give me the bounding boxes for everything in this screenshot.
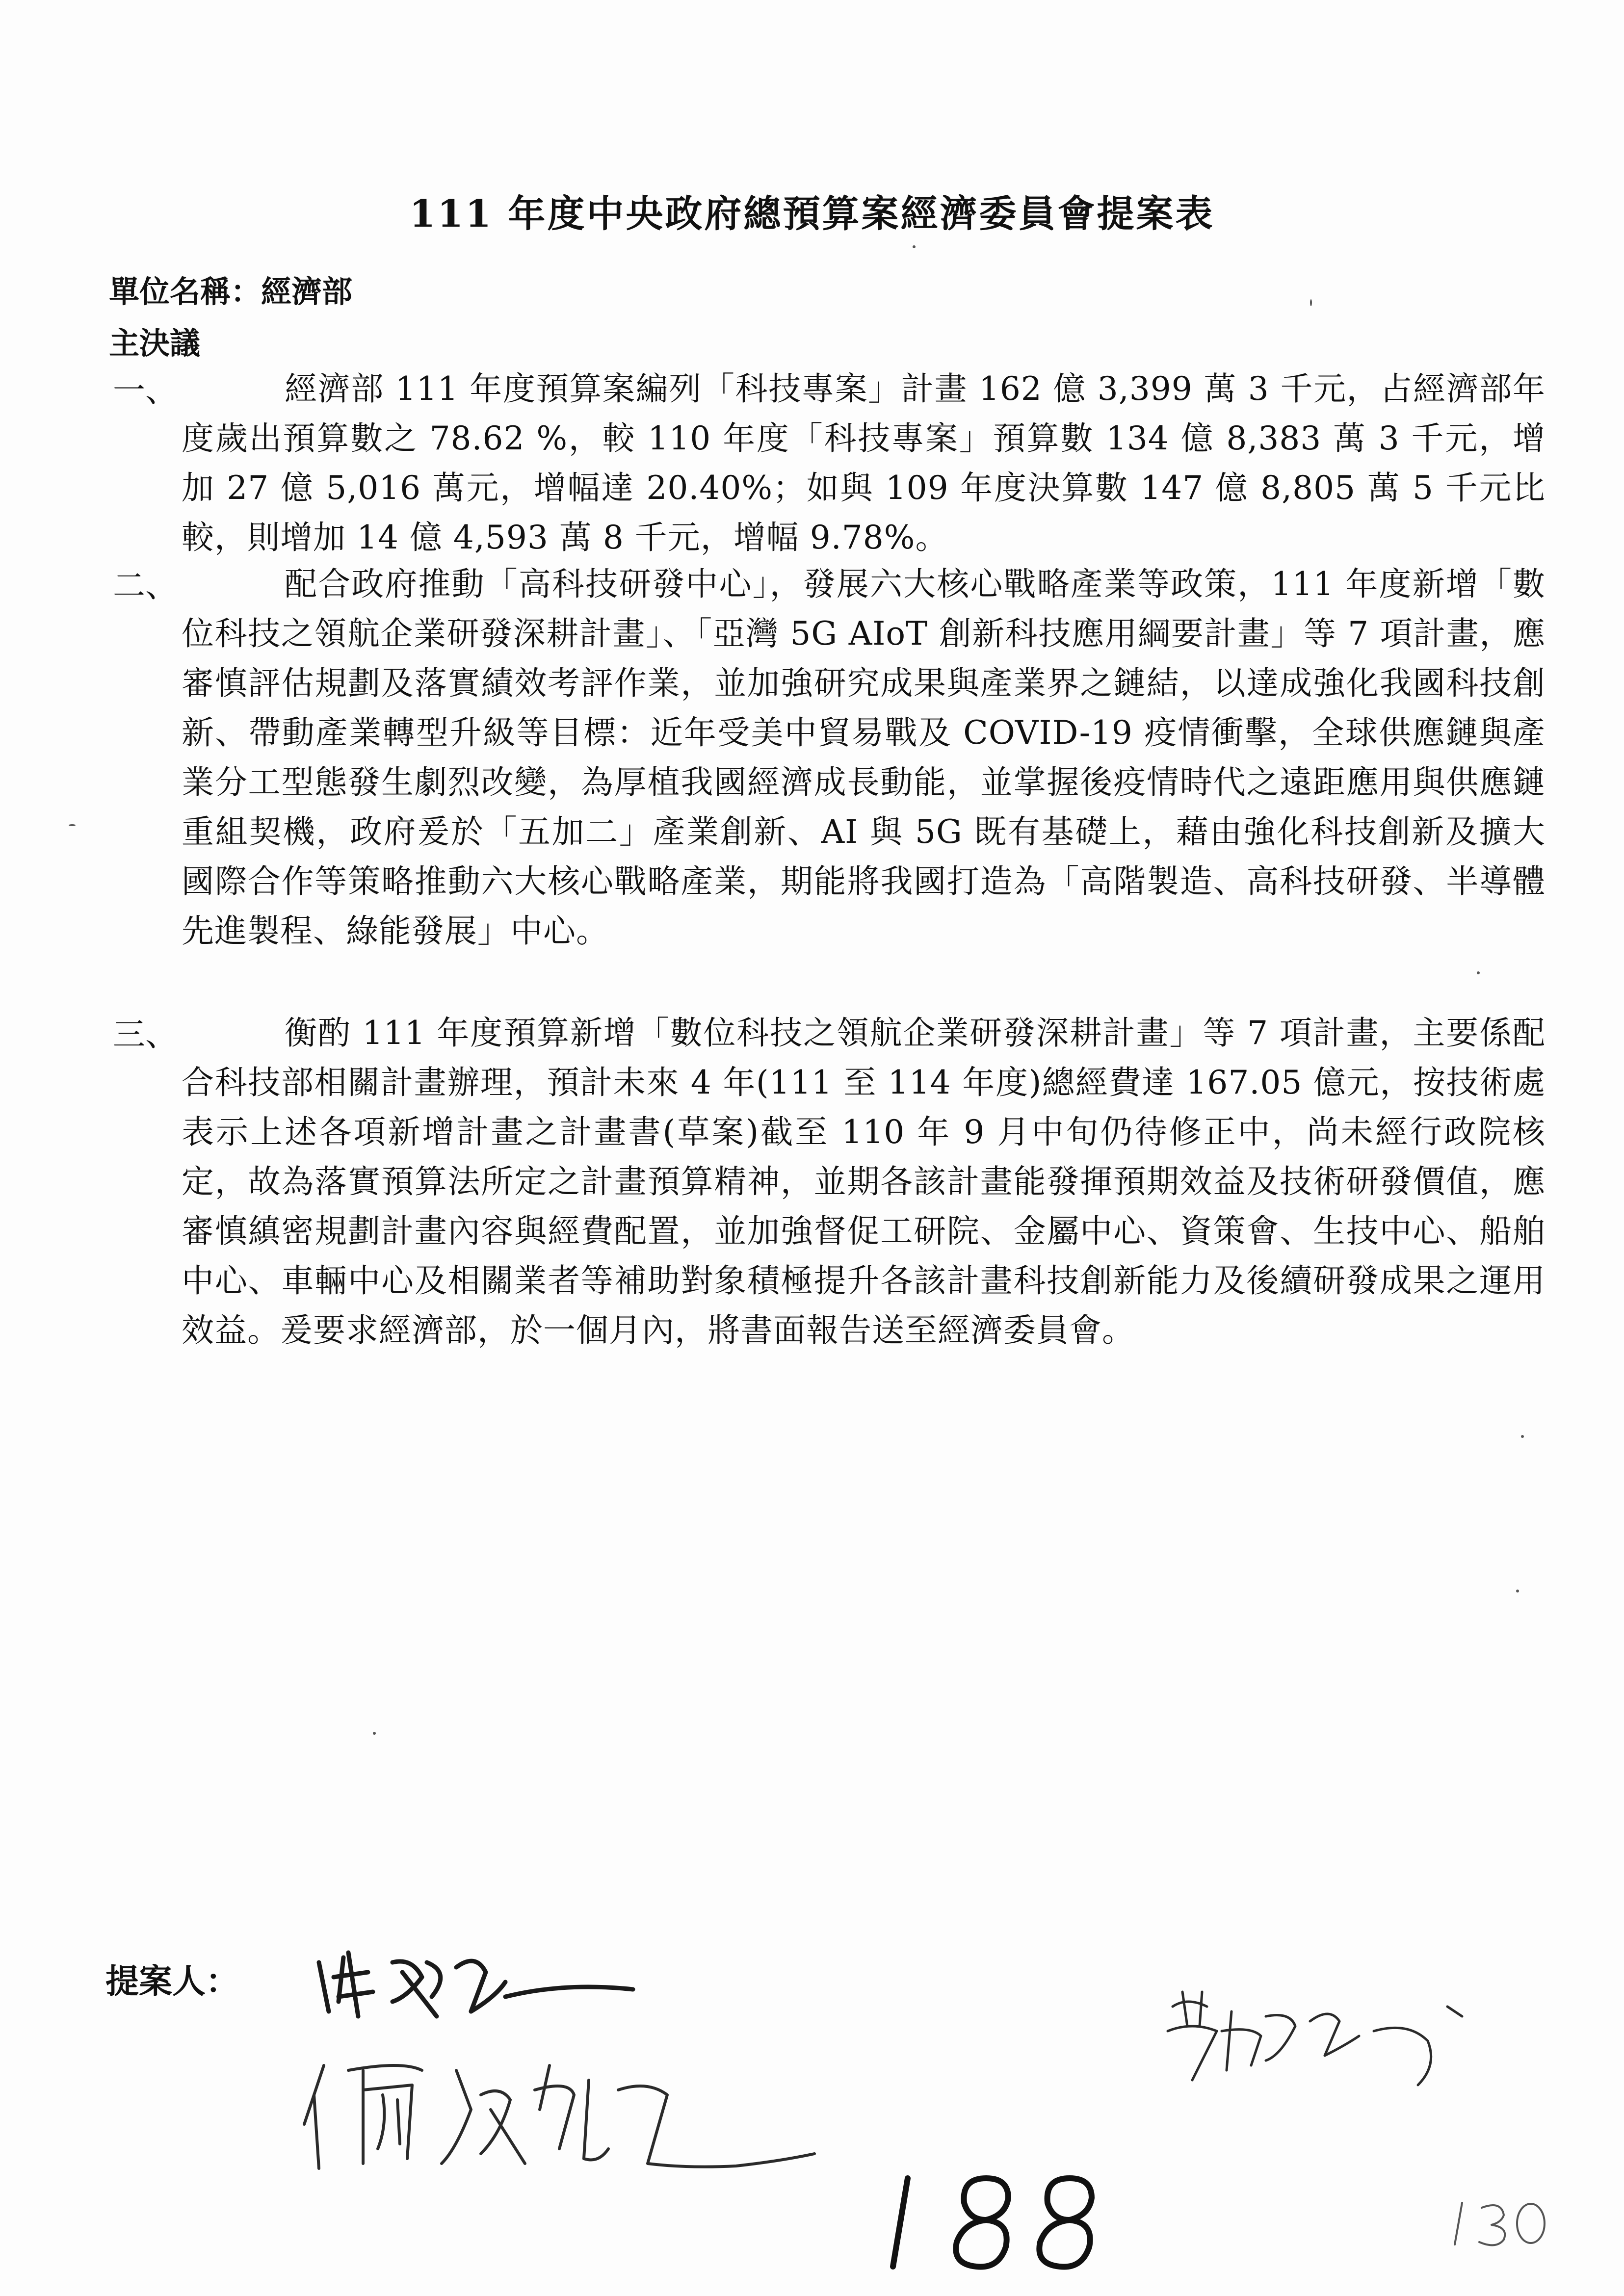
scan-speck xyxy=(1521,1435,1524,1438)
item-number: 三、 xyxy=(113,1016,178,1053)
item-number: 一、 xyxy=(113,371,178,409)
scan-speck xyxy=(373,1732,376,1735)
resolution-item-2 xyxy=(113,559,1545,956)
handwritten-signature-1 xyxy=(309,1943,643,2026)
resolution-item-1 xyxy=(113,364,1545,562)
proposer-label: 提案人： xyxy=(105,1962,239,2001)
scan-speck xyxy=(913,245,916,248)
scan-speck xyxy=(69,824,76,826)
resolution-heading: 主決議 xyxy=(109,325,201,361)
handwritten-signature-3 xyxy=(1153,1987,1472,2095)
item-text: 衡酌 111 年度預算新增「數位科技之領航企業研發深耕計畫」等 7 項計畫，主要係配合科技部相關計畫辦理，預計未來 4 年(111 至 114 年度)總經費達 167.05 億元，按技術處表示上述各項新增計畫之計畫書(草案)截至 110 年 9 月中旬仍待修正中，尚未經行政院核定，故為落實預算法所定之計畫預算精神，並期各該計畫能發揮預期效益及技術研發價值，應審慎縝密規劃計畫內容與經費配置，並加強督促工研院、金屬中心、資策會、生技中心、船舶中心、車輛中心及相關業者等補助對象積極提升各該計畫科技創新能力及後續研發成果之運用效益。爰要求經濟部，於一個月內，將書面報告送至經濟委員會。 xyxy=(182,1014,1545,1349)
resolution-item-3 xyxy=(113,1008,1545,1355)
handwritten-page-number xyxy=(864,2159,1119,2281)
item-text: 經濟部 111 年度預算案編列「科技專案」計畫 162 億 3,399 萬 3 千元，占經濟部年度歲出預算數之 78.62 %，較 110 年度「科技專案」預算數 134 億 8,383 萬 3 千元，增加 27 億 5,016 萬元，增幅達 20.40%；如與 109 年度決算數 147 億 8,805 萬 5 千元比較，則增加 14 億 4,593 萬 8 千元，增幅 9.78%。 xyxy=(182,370,1545,556)
item-text: 配合政府推動「高科技研發中心」，發展六大核心戰略產業等政策，111 年度新增「數位科技之領航企業研發深耕計畫」、「亞灣 5G AIoT 創新科技應用綱要計畫」等 7 項計畫，應審慎評估規劃及落實績效考評作業，並加強研究成果與產業界之鏈結，以達成強化我國科技創新、帶動產業轉型升級等目標：近年受美中貿易戰及 COVID-19 疫情衝擊，全球供應鏈與產業分工型態發生劇烈改變，為厚植我國經濟成長動能，並掌握後疫情時代之遠距應用與供應鏈重組契機，政府爰於「五加二」產業創新、AI 與 5G 既有基礎上，藉由強化科技創新及擴大國際合作等策略推動六大核心戰略產業，期能將我國打造為「高階製造、高科技研發、半導體先進製程、綠能發展」中心。 xyxy=(182,565,1545,950)
scan-speck xyxy=(1310,299,1312,306)
scan-speck xyxy=(1516,1590,1519,1592)
item-number: 二、 xyxy=(113,567,178,604)
unit-name: 單位名稱：經濟部 xyxy=(109,274,353,310)
handwritten-corner-number xyxy=(1447,2193,1555,2252)
document-title: 111 年度中央政府總預算案經濟委員會提案表 xyxy=(409,192,1215,235)
handwritten-signature-2 xyxy=(294,2051,834,2178)
scan-speck xyxy=(1477,971,1480,974)
